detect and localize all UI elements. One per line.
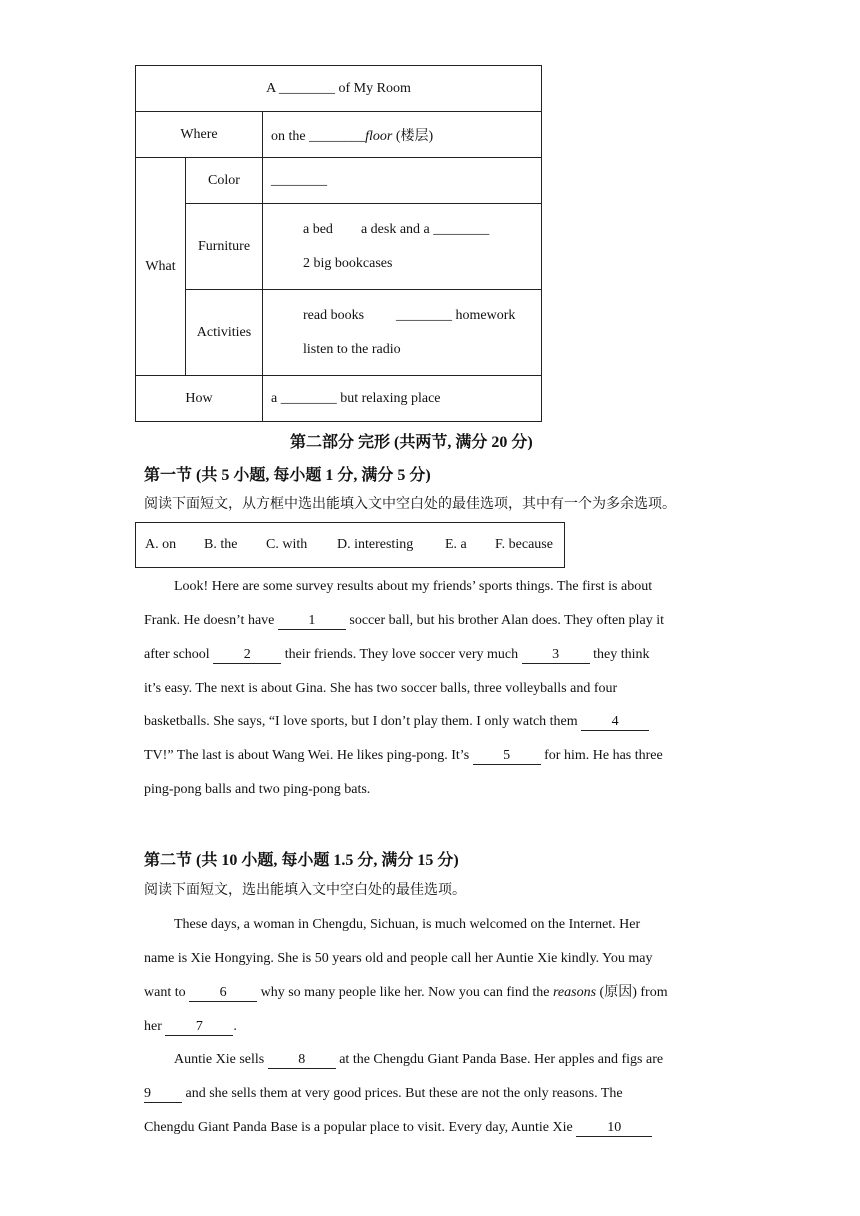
- option-d: D. interesting: [337, 537, 414, 552]
- blank-8: 8: [268, 1052, 336, 1069]
- passage2-line: These days, a woman in Chengdu, Sichuan, is much welcomed on the Internet. Her: [174, 917, 641, 932]
- text-span: Frank. He doesn’t have: [144, 613, 278, 628]
- furniture-label: Furniture: [186, 204, 263, 290]
- text-span: her: [144, 1019, 166, 1034]
- passage2-line: [144, 1118, 652, 1138]
- where-value: [263, 112, 542, 158]
- passage1-line: [144, 611, 664, 631]
- section2-instruction: 阅读下面短文，选出能填入文中空白处的最佳选项。: [144, 883, 466, 898]
- passage1-line: Look! Here are some survey results about my friends’ sports things. The first is about: [174, 579, 653, 594]
- activity-read: read books: [303, 307, 365, 323]
- text-span: Auntie Xie sells: [174, 1052, 268, 1067]
- where-note: (楼层): [392, 128, 434, 144]
- blank-6: 6: [189, 985, 257, 1002]
- section1-instruction: 阅读下面短文，从方框中选出能填入文中空白处的最佳选项，其中有一个为多余选项。: [144, 497, 676, 512]
- what-label: What: [136, 158, 186, 376]
- option-e: E. a: [445, 537, 467, 552]
- blank-4: 4: [581, 714, 649, 731]
- option-a: A. on: [145, 537, 177, 552]
- passage2-line: name is Xie Hongying. She is 50 years old and people call her Auntie Xie kindly. You may: [144, 951, 653, 966]
- blank-9: 9: [144, 1086, 182, 1103]
- blank-2: 2: [213, 647, 281, 664]
- option-c: C. with: [266, 537, 308, 552]
- passage1-line: it’s easy. The next is about Gina. She has two soccer balls, three volleyballs and four: [144, 681, 618, 696]
- options-box: [135, 522, 565, 568]
- color-label: Color: [186, 158, 263, 204]
- furniture-desk: a desk and a ________: [360, 221, 490, 237]
- activities-value: [263, 290, 542, 376]
- activities-label: Activities: [186, 290, 263, 376]
- text-span: their friends. They love soccer very much: [281, 647, 522, 662]
- text-span: and she sells them at very good prices. But these are not the only reasons. The: [182, 1086, 623, 1101]
- blank-3: 3: [522, 647, 590, 664]
- blank-5: 5: [473, 748, 541, 765]
- furniture-bookcases: 2 big bookcases: [303, 255, 393, 271]
- passage1-line: [144, 746, 663, 766]
- text-span: why so many people like her. Now you can find the: [257, 985, 553, 1000]
- color-value: ________: [263, 158, 542, 204]
- how-label: How: [136, 376, 263, 422]
- furniture-value: [263, 204, 542, 290]
- option-b: B. the: [204, 537, 238, 552]
- text-span: at the Chengdu Giant Panda Base. Her apples and figs are: [335, 1052, 664, 1067]
- section1-title: 第一节 (共 5 小题, 每小题 1 分, 满分 5 分): [144, 467, 431, 484]
- passage1-line: [144, 645, 649, 665]
- part2-title: 第二部分 完形 (共两节, 满分 20 分): [290, 434, 533, 451]
- passage2-line: [174, 1050, 663, 1070]
- blank-7: 7: [165, 1019, 233, 1036]
- passage1-line: ping-pong balls and two ping-pong bats.: [144, 782, 371, 797]
- option-f: F. because: [495, 537, 553, 552]
- reasons-word: reasons: [553, 985, 597, 1000]
- where-label: Where: [136, 112, 263, 158]
- text-span: basketballs. She says, “I love sports, but I don’t play them. I only watch them: [144, 714, 582, 729]
- text-span: after school: [144, 647, 214, 662]
- text-span: soccer ball, but his brother Alan does. They often play it: [345, 613, 665, 628]
- section2-title: 第二节 (共 10 小题, 每小题 1.5 分, 满分 15 分): [144, 852, 459, 869]
- passage2-line: [144, 1017, 237, 1037]
- blank-10: 10: [576, 1120, 652, 1137]
- where-floor: floor: [365, 128, 393, 144]
- text-span: Chengdu Giant Panda Base is a popular place to visit. Every day, Auntie Xie: [144, 1120, 577, 1135]
- text-span: they think: [589, 647, 650, 662]
- where-prefix: on the: [271, 128, 310, 144]
- activity-radio: listen to the radio: [303, 341, 401, 357]
- text-span: .: [233, 1019, 237, 1034]
- passage2-line: [144, 1084, 623, 1104]
- text-span: TV!” The last is about Wang Wei. He likes ping-pong. It’s: [144, 748, 473, 763]
- room-table: [135, 65, 542, 422]
- activity-homework: ________ homework: [396, 307, 516, 323]
- furniture-bed: a bed: [303, 221, 333, 237]
- text-span: for him. He has three: [540, 748, 663, 763]
- table-title: A ________ of My Room: [136, 66, 542, 112]
- passage1-line: [144, 712, 649, 732]
- where-blank: ________: [309, 128, 366, 144]
- how-value: a ________ but relaxing place: [263, 376, 542, 422]
- text-span: (原因) from: [596, 985, 668, 1000]
- passage2-line: [144, 983, 668, 1003]
- blank-1: 1: [278, 613, 346, 630]
- text-span: want to: [144, 985, 190, 1000]
